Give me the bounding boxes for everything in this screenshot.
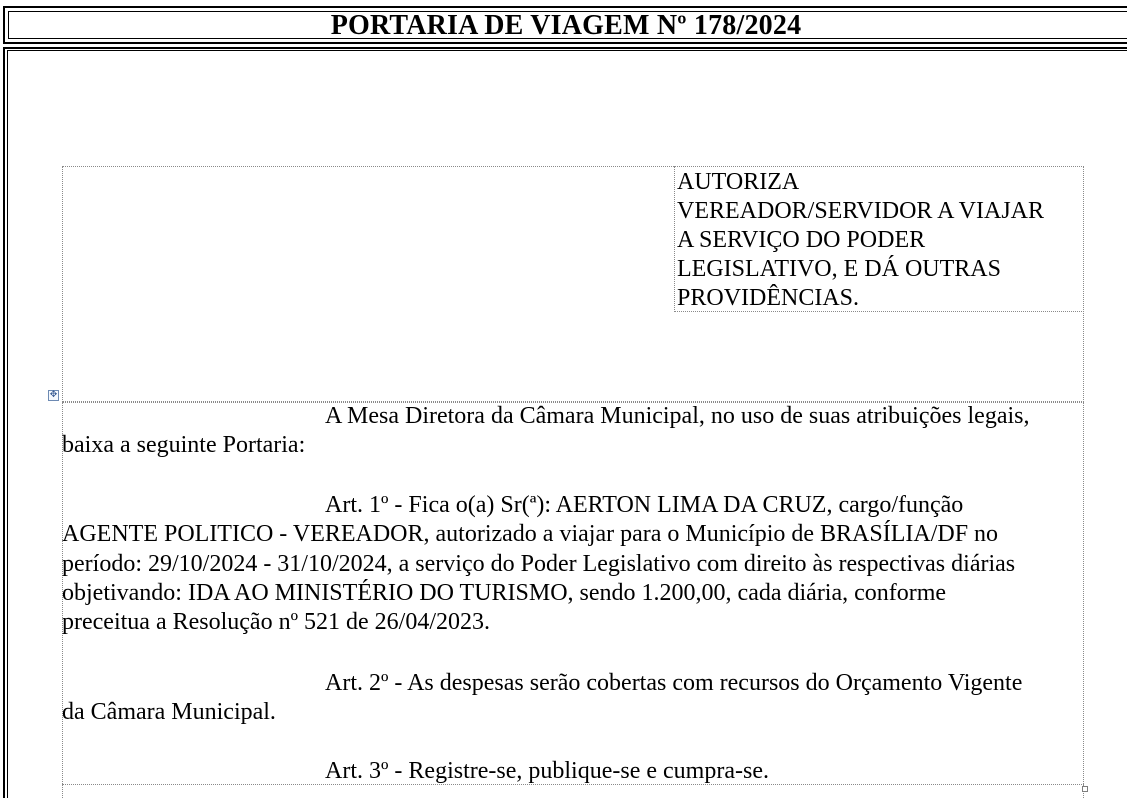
ementa-line: A SERVIÇO DO PODER <box>677 227 926 253</box>
ementa-cell[interactable] <box>674 166 1084 312</box>
article-3-paragraph[interactable] <box>62 757 1086 786</box>
paragraph-line: Art. 3º - Registre-se, publique-se e cumpra-se. <box>325 758 769 784</box>
preamble-paragraph[interactable] <box>62 402 1086 461</box>
article-2-paragraph[interactable] <box>62 669 1086 728</box>
ementa-line: PROVIDÊNCIAS. <box>677 285 860 311</box>
ementa-line: VEREADOR/SERVIDOR A VIAJAR <box>677 198 1045 224</box>
paragraph-line: período: 29/10/2024 - 31/10/2024, a serviço do Poder Legislativo com direito às respectivas diárias <box>62 550 1016 577</box>
paragraph-line: A Mesa Diretora da Câmara Municipal, no uso de suas atribuições legais, <box>325 403 1030 429</box>
ementa-line: LEGISLATIVO, E DÁ OUTRAS <box>677 256 1001 282</box>
page-title: PORTARIA DE VIAGEM Nº 178/2024 <box>330 10 802 41</box>
ementa-line: AUTORIZA <box>677 169 800 195</box>
title-banner <box>3 6 1127 44</box>
paragraph-line: da Câmara Municipal. <box>62 699 276 726</box>
move-arrows-icon[interactable]: ✥ <box>49 390 58 400</box>
resize-handle-icon[interactable] <box>1082 786 1088 792</box>
paragraph-line: AGENTE POLITICO - VEREADOR, autorizado a viajar para o Município de BRASÍLIA/DF no <box>62 521 999 548</box>
article-1-paragraph[interactable] <box>62 491 1086 637</box>
paragraph-line: preceitua a Resolução nº 521 de 26/04/2023. <box>62 609 490 636</box>
paragraph-line: objetivando: IDA AO MINISTÉRIO DO TURISMO, sendo 1.200,00, cada diária, conforme <box>62 579 947 606</box>
paragraph-line: baixa a seguinte Portaria: <box>62 432 306 459</box>
paragraph-line: Art. 1º - Fica o(a) Sr(ª): AERTON LIMA DA CRUZ, cargo/função <box>325 492 964 518</box>
paragraph-line: Art. 2º - As despesas serão cobertas com recursos do Orçamento Vigente <box>325 670 1023 696</box>
